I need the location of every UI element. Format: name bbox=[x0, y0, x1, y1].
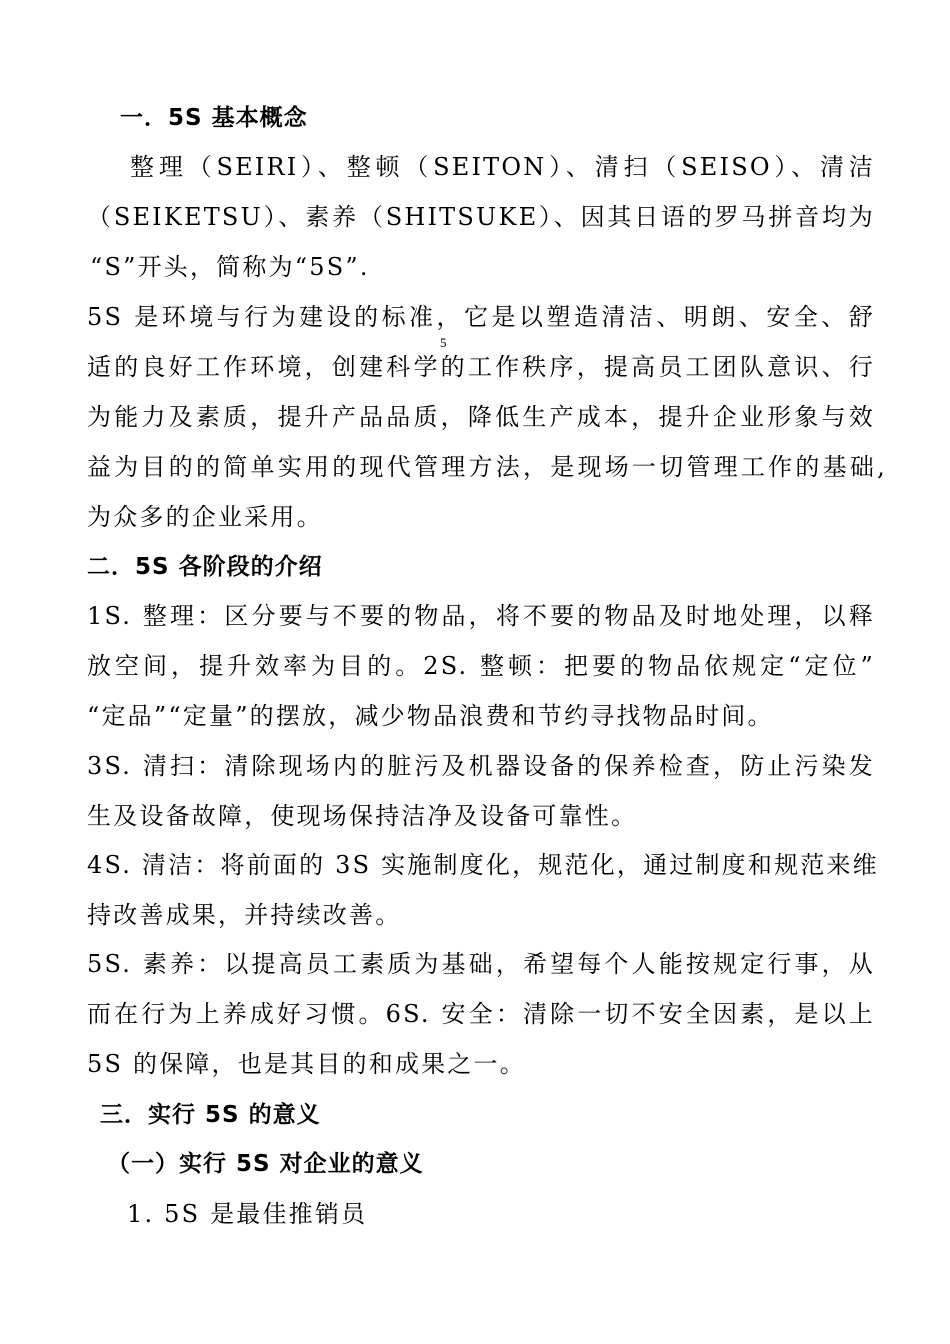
heading-stages-intro: 二．5S 各阶段的介绍 bbox=[87, 554, 323, 580]
paragraph-line: 整理（SEIRI）、整顿（SEITON）、清扫（SEISO）、清洁 bbox=[130, 153, 875, 181]
heading-basic-concept: 一．5S 基本概念 bbox=[120, 105, 308, 131]
paragraph-line: 4S. 清洁：将前面的 3S 实施制度化，规范化，通过制度和规范来维 bbox=[87, 851, 879, 879]
paragraph-line: 适的良好工作环境，创建科学的工作秩序，提高员工团队意识、行 bbox=[87, 353, 875, 381]
subheading-enterprise-significance: （一）实行 5S 对企业的意义 bbox=[107, 1151, 424, 1177]
paragraph-line: “定品”“定量”的摆放，减少物品浪费和节约寻找物品时间。 bbox=[87, 702, 774, 730]
paragraph-line: 生及设备故障，使现场保持洁净及设备可靠性。 bbox=[87, 802, 638, 830]
paragraph-line: 5S. 素养：以提高员工素质为基础，希望每个人能按规定行事，从 bbox=[87, 950, 875, 978]
paragraph-line: 为能力及素质，提升产品品质，降低生产成本，提升企业形象与效 bbox=[87, 403, 875, 431]
paragraph-line: 益为目的的简单实用的现代管理方法，是现场一切管理工作的基础, bbox=[87, 453, 887, 481]
paragraph-line: （SEIKETSU）、素养（SHITSUKE）、因其日语的罗马拼音均为 bbox=[87, 203, 875, 231]
paragraph-line: “S”开头，简称为“5S”. bbox=[90, 253, 370, 281]
list-item: 1. 5S 是最佳推销员 bbox=[127, 1200, 368, 1228]
heading-significance: 三．实行 5S 的意义 bbox=[100, 1102, 321, 1128]
paragraph-line: 5S 是环境与行为建设的标准，它是以塑造清洁、明朗、安全、舒 bbox=[87, 303, 875, 331]
paragraph-line: 3S. 清扫：清除现场内的脏污及机器设备的保养检查，防止污染发 bbox=[87, 752, 875, 780]
paragraph-line: 为众多的企业采用。 bbox=[87, 503, 323, 531]
page-number: 5 bbox=[440, 335, 447, 350]
paragraph-line: 而在行为上养成好习惯。6S. 安全：清除一切不安全因素，是以上 bbox=[87, 1000, 875, 1028]
paragraph-line: 5S 的保障，也是其目的和成果之一。 bbox=[87, 1050, 526, 1078]
paragraph-line: 持改善成果，并持续改善。 bbox=[87, 901, 402, 929]
paragraph-line: 放空间，提升效率为目的。2S. 整顿：把要的物品依规定“定位” bbox=[87, 652, 875, 680]
paragraph-line: 1S. 整理：区分要与不要的物品，将不要的物品及时地处理，以释 bbox=[87, 602, 875, 630]
